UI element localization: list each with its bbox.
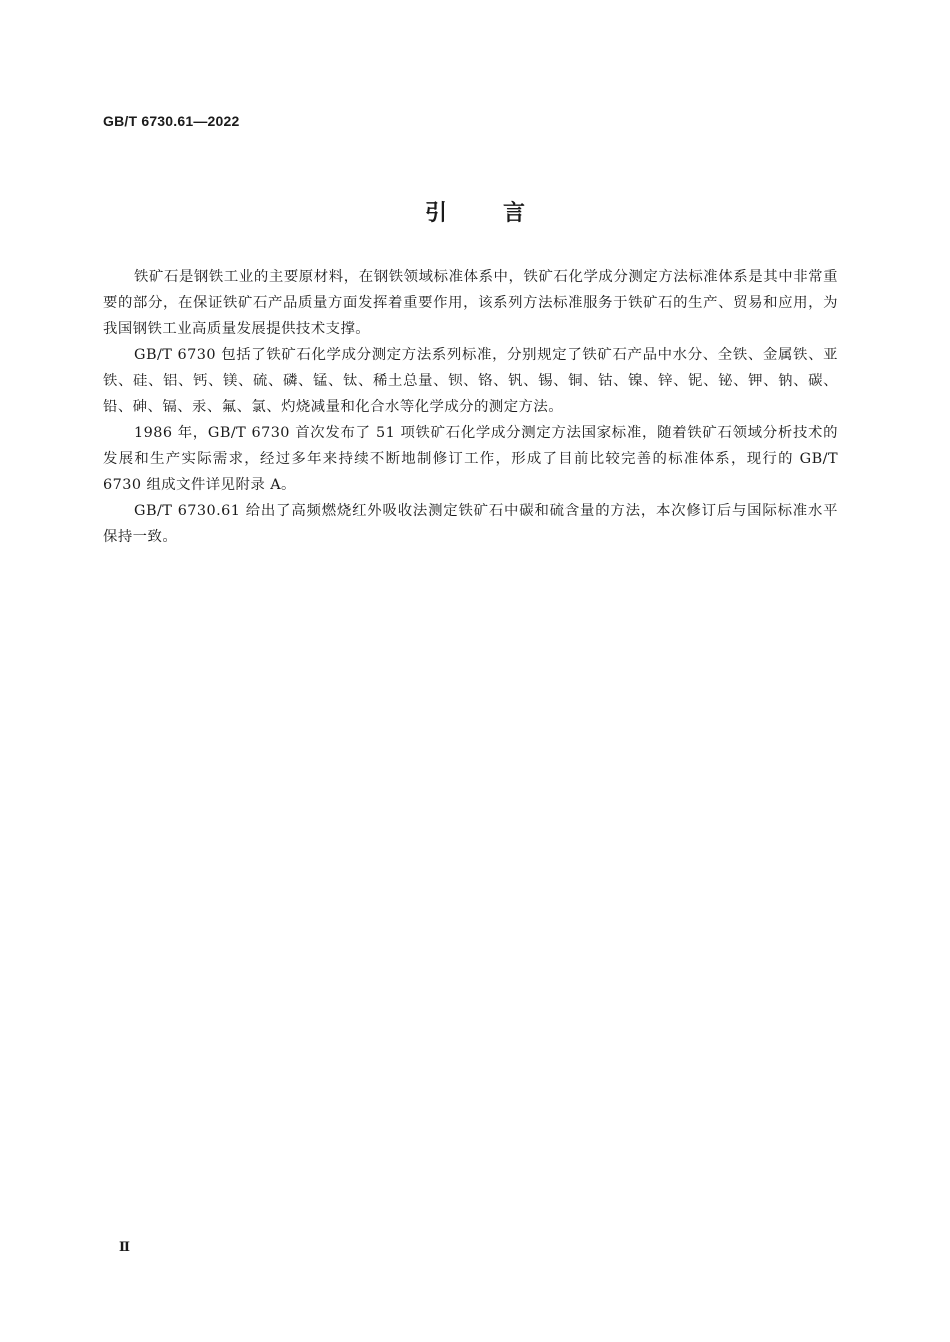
page-title: 引言 <box>424 201 581 226</box>
paragraph-2: GB/T 6730 包括了铁矿石化学成分测定方法系列标准，分别规定了铁矿石产品中水分、全铁、金属铁、亚铁、硅、铝、钙、镁、硫、磷、锰、钛、稀土总量、钡、铬、钒、锡、铜、钴、镍、锌、铌、铋、钾、钠、碳、铅、砷、镉、汞、氟、氯、灼烧减量和化合水等化学成分的测定方法。 <box>103 347 838 415</box>
paragraph-4: GB/T 6730.61 给出了高频燃烧红外吸收法测定铁矿石中碳和硫含量的方法，本次修订后与国际标准水平保持一致。 <box>103 503 838 545</box>
page-number: Ⅱ <box>119 1240 130 1255</box>
paragraph-1: 铁矿石是钢铁工业的主要原材料，在钢铁领域标准体系中，铁矿石化学成分测定方法标准体系是其中非常重要的部分，在保证铁矿石产品质量方面发挥着重要作用，该系列方法标准服务于铁矿石的生产、贸易和应用，为我国钢铁工业高质量发展提供技术支撑。 <box>103 269 838 337</box>
document-body <box>103 264 838 550</box>
paragraph-3: 1986 年，GB/T 6730 首次发布了 51 项铁矿石化学成分测定方法国家标准，随着铁矿石领域分析技术的发展和生产实际需求，经过多年来持续不断地制修订工作，形成了目前比较完善的标准体系，现行的 GB/T 6730 组成文件详见附录 A。 <box>103 425 838 493</box>
document-header: GB/T 6730.61—2022 <box>103 113 240 129</box>
